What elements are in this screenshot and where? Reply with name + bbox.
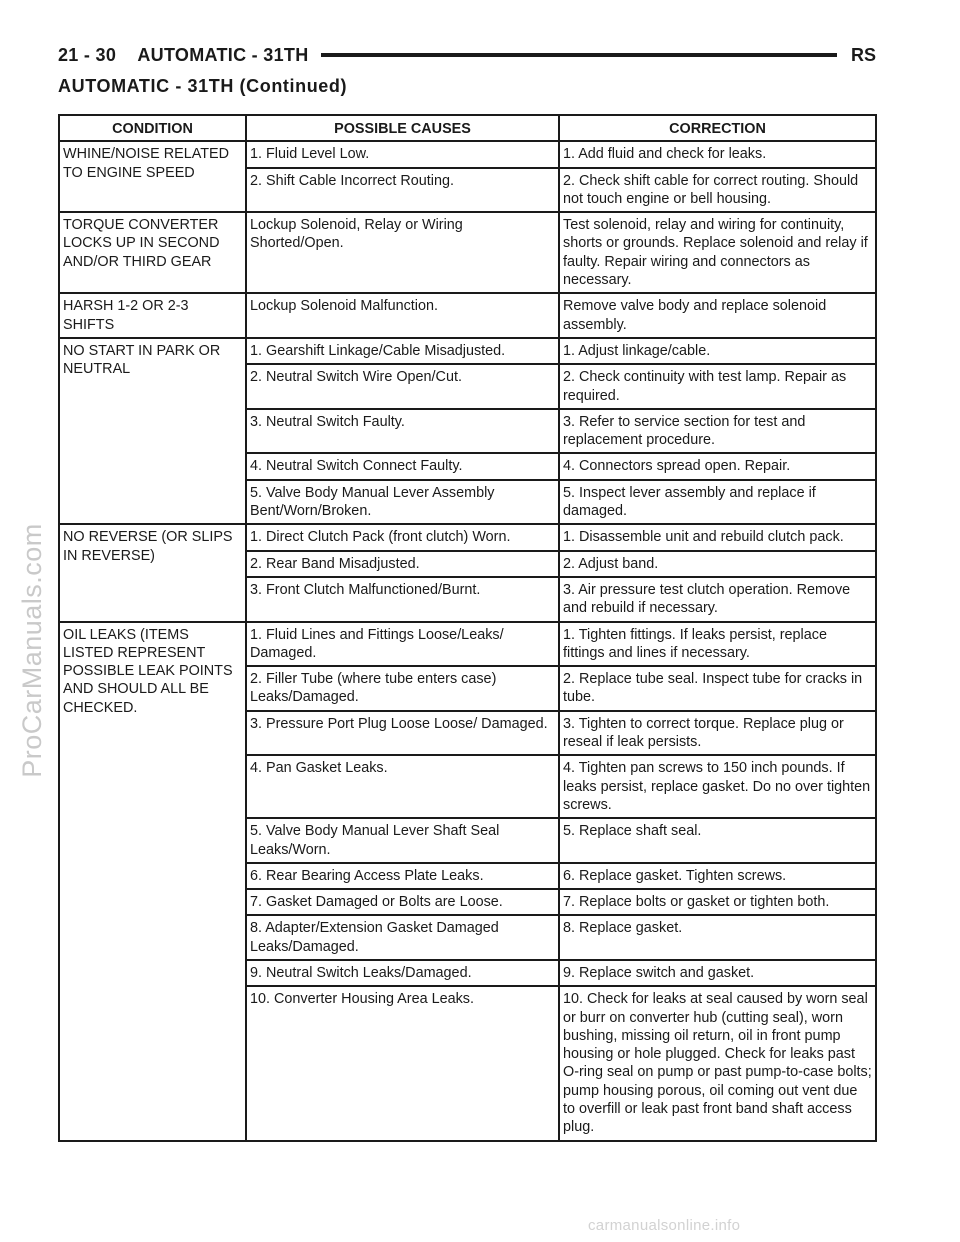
cause-cell: Lockup Solenoid Malfunction. <box>246 293 559 338</box>
footer-watermark: carmanualsonline.info <box>588 1217 741 1234</box>
condition-cell: NO REVERSE (OR SLIPS IN REVERSE) <box>59 524 246 621</box>
condition-cell: WHINE/NOISE RELATED TO ENGINE SPEED <box>59 141 246 212</box>
cause-cell: 2. Neutral Switch Wire Open/Cut. <box>246 364 559 409</box>
condition-cell: NO START IN PARK OR NEUTRAL <box>59 338 246 524</box>
cause-cell: 2. Rear Band Misadjusted. <box>246 551 559 577</box>
cause-cell: 10. Converter Housing Area Leaks. <box>246 986 559 1140</box>
table-row <box>59 622 876 667</box>
condition-cell: TORQUE CONVERTER LOCKS UP IN SECOND AND/OR THIRD GEAR <box>59 212 246 293</box>
cause-cell: 3. Neutral Switch Faulty. <box>246 409 559 454</box>
column-header-causes: POSSIBLE CAUSES <box>246 115 559 141</box>
condition-cell: OIL LEAKS (ITEMS LISTED REPRESENT POSSIBLE LEAK POINTS AND SHOULD ALL BE CHECKED. <box>59 622 246 1141</box>
side-watermark <box>12 380 52 920</box>
column-header-correction: CORRECTION <box>559 115 876 141</box>
page-reference <box>58 45 309 66</box>
correction-cell: 8. Replace gasket. <box>559 915 876 960</box>
correction-cell: 10. Check for leaks at seal caused by worn seal or burr on converter hub (cutting seal), worn bushing, missing oil return, oil in front pump housing or hole plugged. Check for leaks past O-ring seal on pump or past pump-to-case bolts; pump housing porous, oil coming out vent due to overfill or leak past front band shaft access plug. <box>559 986 876 1140</box>
cause-cell: 6. Rear Bearing Access Plate Leaks. <box>246 863 559 889</box>
correction-cell: 1. Tighten fittings. If leaks persist, replace fittings and lines if necessary. <box>559 622 876 667</box>
table-row <box>59 524 876 550</box>
correction-cell: 4. Tighten pan screws to 150 inch pounds. If leaks persist, replace gasket. Do no over tighten screws. <box>559 755 876 818</box>
side-watermark-text: ProCarManuals.com <box>16 522 47 778</box>
cause-cell: 2. Shift Cable Incorrect Routing. <box>246 168 559 213</box>
header-rule <box>321 53 837 57</box>
correction-cell: 9. Replace switch and gasket. <box>559 960 876 986</box>
correction-cell: 1. Adjust linkage/cable. <box>559 338 876 364</box>
correction-cell: 7. Replace bolts or gasket or tighten both. <box>559 889 876 915</box>
correction-cell: 1. Add fluid and check for leaks. <box>559 141 876 167</box>
correction-cell: 6. Replace gasket. Tighten screws. <box>559 863 876 889</box>
condition-cell: HARSH 1-2 OR 2-3 SHIFTS <box>59 293 246 338</box>
correction-cell: 3. Tighten to correct torque. Replace plug or reseal if leak persists. <box>559 711 876 756</box>
cause-cell: 9. Neutral Switch Leaks/Damaged. <box>246 960 559 986</box>
diagnosis-table <box>58 114 877 1142</box>
correction-cell: 2. Check shift cable for correct routing. Should not touch engine or bell housing. <box>559 168 876 213</box>
cause-cell: 1. Gearshift Linkage/Cable Misadjusted. <box>246 338 559 364</box>
cause-cell: 5. Valve Body Manual Lever Shaft Seal Leaks/Worn. <box>246 818 559 863</box>
correction-cell: 2. Adjust band. <box>559 551 876 577</box>
correction-cell: 3. Refer to service section for test and replacement procedure. <box>559 409 876 454</box>
table-row <box>59 141 876 167</box>
table-row <box>59 212 876 293</box>
cause-cell: 4. Pan Gasket Leaks. <box>246 755 559 818</box>
cause-cell: 1. Direct Clutch Pack (front clutch) Worn. <box>246 524 559 550</box>
model-code: RS <box>850 44 876 65</box>
section-name: AUTOMATIC - 31TH <box>137 44 309 65</box>
cause-cell: 1. Fluid Lines and Fittings Loose/Leaks/ Damaged. <box>246 622 559 667</box>
cause-cell: 3. Pressure Port Plug Loose Loose/ Damaged. <box>246 711 559 756</box>
correction-cell: 2. Check continuity with test lamp. Repair as required. <box>559 364 876 409</box>
column-header-condition: CONDITION <box>59 115 246 141</box>
section-title: AUTOMATIC - 31TH (Continued) <box>58 76 348 96</box>
table-header-row <box>59 115 876 141</box>
correction-cell: 2. Replace tube seal. Inspect tube for cracks in tube. <box>559 666 876 711</box>
cause-cell: 5. Valve Body Manual Lever Assembly Bent/Worn/Broken. <box>246 480 559 525</box>
cause-cell: Lockup Solenoid, Relay or Wiring Shorted/Open. <box>246 212 559 293</box>
page-number: 21 - 30 <box>58 44 117 65</box>
correction-cell: 5. Replace shaft seal. <box>559 818 876 863</box>
correction-cell: 4. Connectors spread open. Repair. <box>559 453 876 479</box>
correction-cell: 3. Air pressure test clutch operation. Remove and rebuild if necessary. <box>559 577 876 622</box>
table-row <box>59 293 876 338</box>
correction-cell: Test solenoid, relay and wiring for continuity, shorts or grounds. Replace solenoid and relay if faulty. Repair wiring and connectors as necessary. <box>559 212 876 293</box>
table-row <box>59 338 876 364</box>
cause-cell: 8. Adapter/Extension Gasket Damaged Leaks/Damaged. <box>246 915 559 960</box>
cause-cell: 1. Fluid Level Low. <box>246 141 559 167</box>
page-header <box>58 44 876 66</box>
cause-cell: 2. Filler Tube (where tube enters case) Leaks/Damaged. <box>246 666 559 711</box>
cause-cell: 4. Neutral Switch Connect Faulty. <box>246 453 559 479</box>
correction-cell: 1. Disassemble unit and rebuild clutch pack. <box>559 524 876 550</box>
cause-cell: 7. Gasket Damaged or Bolts are Loose. <box>246 889 559 915</box>
correction-cell: 5. Inspect lever assembly and replace if damaged. <box>559 480 876 525</box>
correction-cell: Remove valve body and replace solenoid assembly. <box>559 293 876 338</box>
cause-cell: 3. Front Clutch Malfunctioned/Burnt. <box>246 577 559 622</box>
